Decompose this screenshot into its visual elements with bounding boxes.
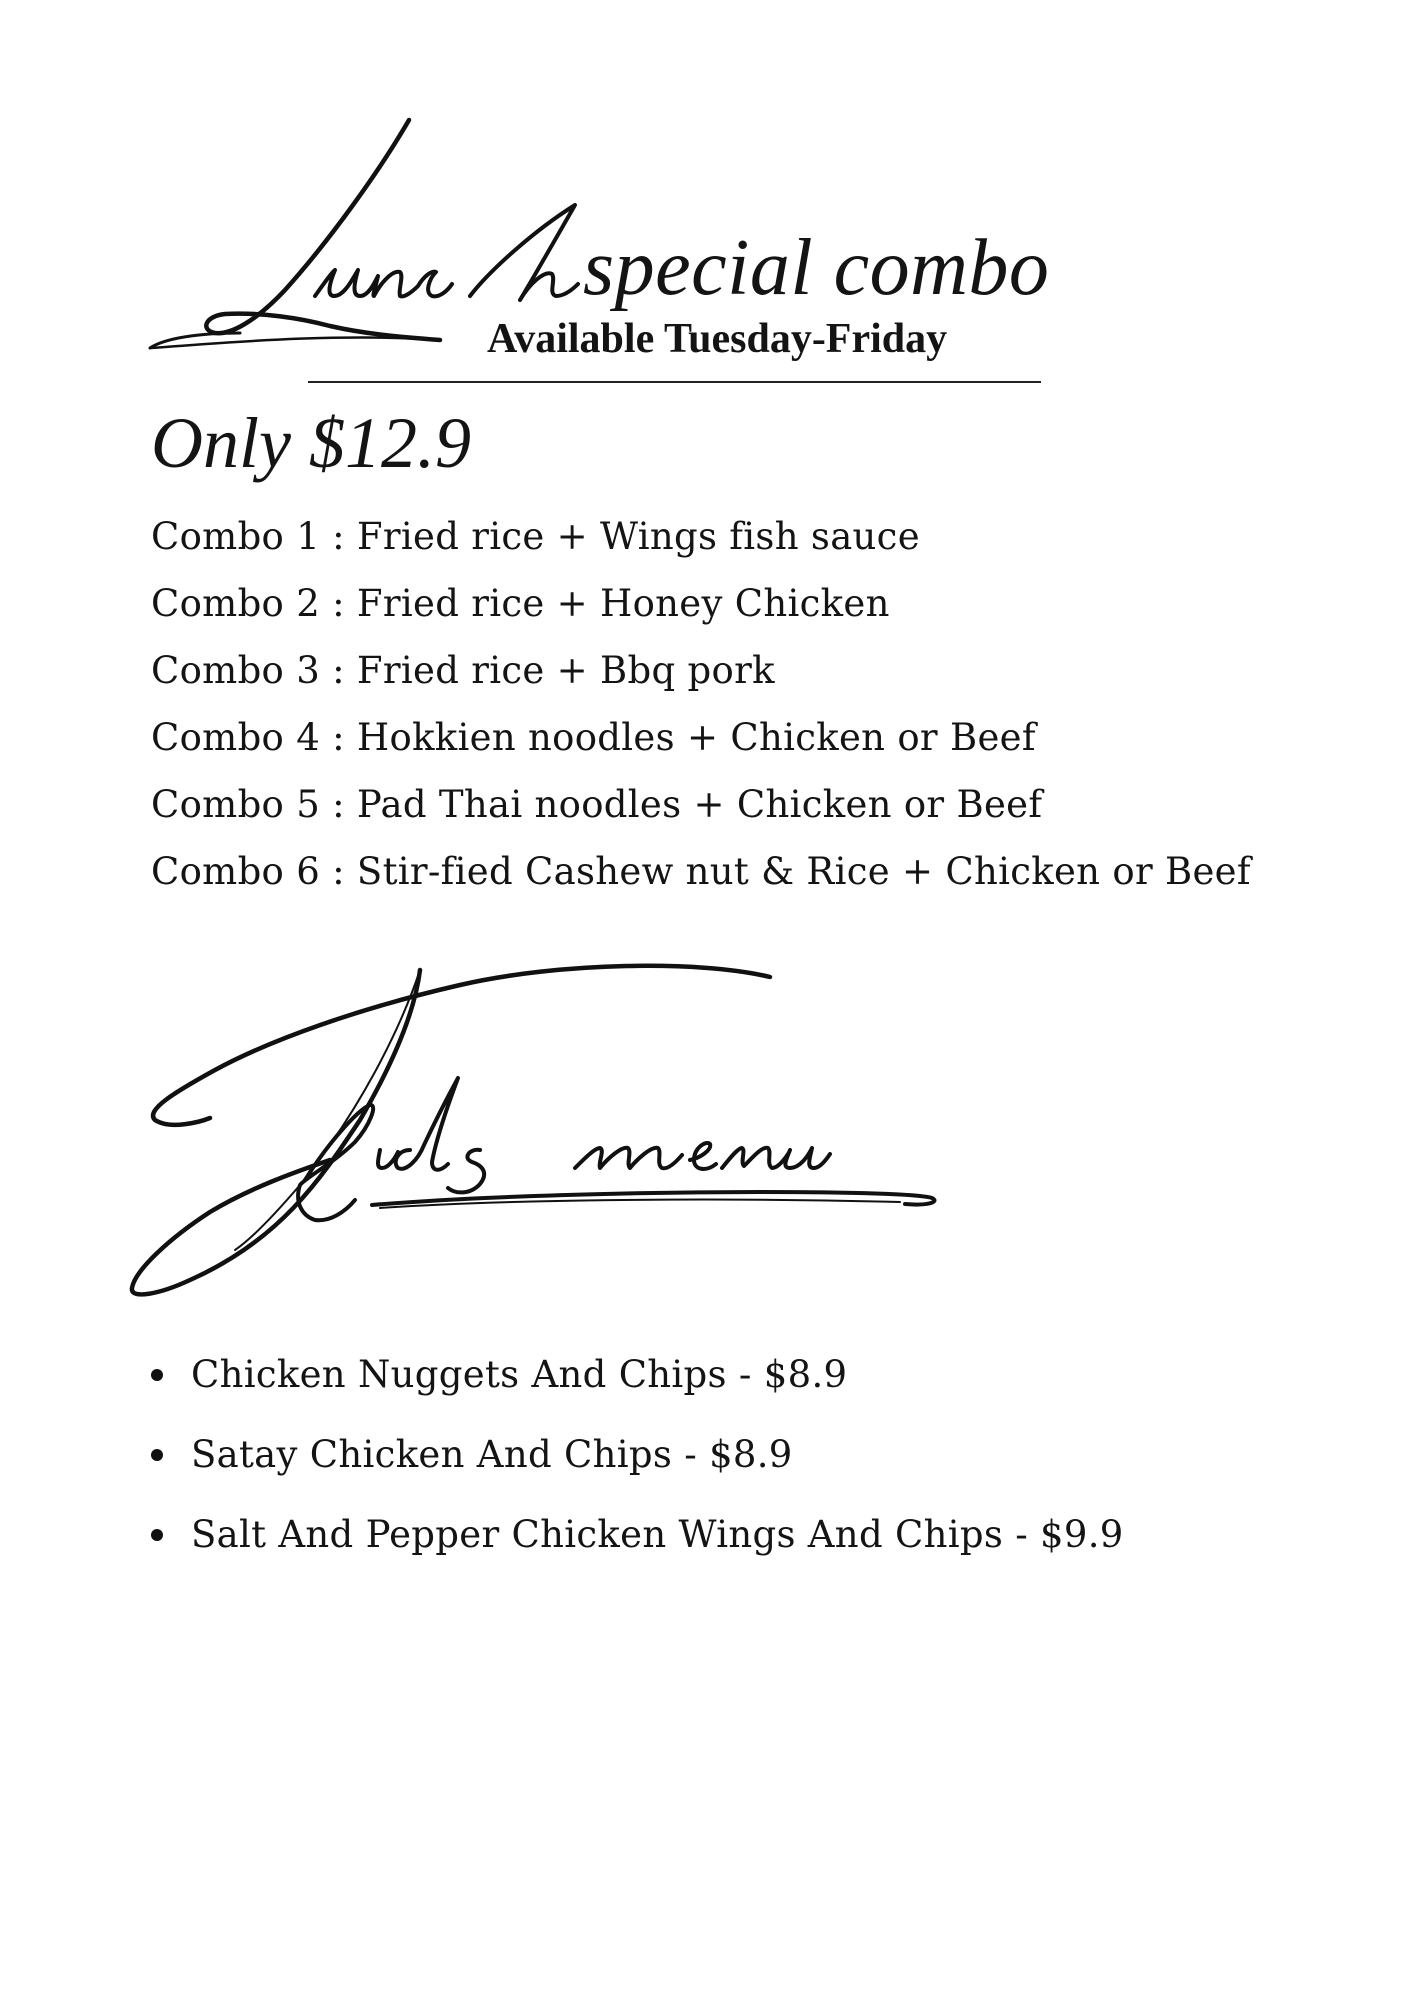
kids-menu-item — [151, 1415, 1124, 1495]
bullet-icon — [151, 1449, 163, 1461]
bullet-icon — [151, 1529, 163, 1541]
kids-menu-item-label: Chicken Nuggets And Chips - $8.9 — [191, 1353, 848, 1396]
kids-menu-item — [151, 1495, 1124, 1575]
bullet-icon — [151, 1369, 163, 1381]
combo-price: Only $12.9 — [151, 403, 471, 483]
kids-menu-item — [151, 1335, 1124, 1415]
combo-item: Combo 1 : Fried rice + Wings fish sauce — [151, 515, 920, 558]
combo-item: Combo 6 : Stir-fied Cashew nut & Rice + Chicken or Beef — [151, 850, 1251, 893]
combo-item: Combo 5 : Pad Thai noodles + Chicken or Beef — [151, 783, 1043, 826]
kids-menu-item-label: Salt And Pepper Chicken Wings And Chips - $9.9 — [191, 1513, 1124, 1556]
combo-item: Combo 4 : Hokkien noodles + Chicken or Beef — [151, 716, 1036, 759]
kids-menu-item-label: Satay Chicken And Chips - $8.9 — [191, 1433, 793, 1476]
availability-subtitle: Available Tuesday-Friday — [487, 316, 948, 362]
lunch-title: special combo — [583, 224, 1050, 312]
combo-item: Combo 2 : Fried rice + Honey Chicken — [151, 582, 890, 625]
combo-list — [151, 503, 1251, 905]
kids-menu-list — [151, 1335, 1124, 1575]
combo-item: Combo 3 : Fried rice + Bbq pork — [151, 649, 775, 692]
divider — [308, 381, 1041, 383]
